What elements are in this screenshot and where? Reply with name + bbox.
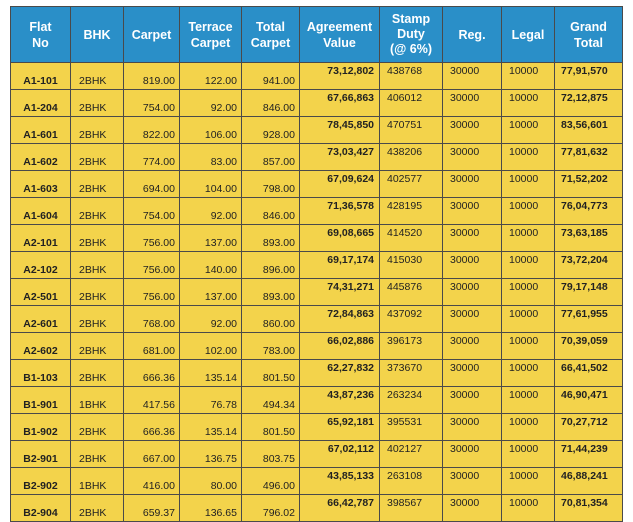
cell-grand-total: 77,61,955 <box>555 306 623 333</box>
cell-flat-no: B2-904 <box>11 495 71 522</box>
header-reg: Reg. <box>443 7 502 63</box>
cell-legal: 10000 <box>502 63 555 90</box>
cell-carpet: 756.00 <box>124 252 180 279</box>
cell-reg: 30000 <box>443 144 502 171</box>
cell-stamp-duty: 398567 <box>380 495 443 522</box>
cell-grand-total: 77,81,632 <box>555 144 623 171</box>
cell-carpet: 666.36 <box>124 414 180 441</box>
cell-reg: 30000 <box>443 414 502 441</box>
cell-grand-total: 46,90,471 <box>555 387 623 414</box>
cell-carpet: 681.00 <box>124 333 180 360</box>
cell-total-carpet: 801.50 <box>242 414 300 441</box>
cell-grand-total: 83,56,601 <box>555 117 623 144</box>
table-row <box>11 306 623 333</box>
cell-stamp-duty: 438206 <box>380 144 443 171</box>
cell-flat-no: A1-604 <box>11 198 71 225</box>
cell-total-carpet: 846.00 <box>242 90 300 117</box>
cell-legal: 10000 <box>502 414 555 441</box>
cell-bhk: 2BHK <box>71 252 124 279</box>
cell-bhk: 2BHK <box>71 279 124 306</box>
cell-grand-total: 70,81,354 <box>555 495 623 522</box>
cell-total-carpet: 496.00 <box>242 468 300 495</box>
table-row <box>11 333 623 360</box>
cell-total-carpet: 928.00 <box>242 117 300 144</box>
cell-stamp-duty: 445876 <box>380 279 443 306</box>
table-row <box>11 495 623 522</box>
table-row <box>11 63 623 90</box>
cell-reg: 30000 <box>443 495 502 522</box>
cell-carpet: 666.36 <box>124 360 180 387</box>
cell-agreement-value: 67,02,112 <box>300 441 380 468</box>
cell-stamp-duty: 414520 <box>380 225 443 252</box>
cell-legal: 10000 <box>502 198 555 225</box>
cell-total-carpet: 846.00 <box>242 198 300 225</box>
cell-agreement-value: 73,03,427 <box>300 144 380 171</box>
cell-grand-total: 66,41,502 <box>555 360 623 387</box>
cell-bhk: 2BHK <box>71 144 124 171</box>
header-legal: Legal <box>502 7 555 63</box>
cell-agreement-value: 43,87,236 <box>300 387 380 414</box>
cell-bhk: 2BHK <box>71 414 124 441</box>
cell-flat-no: A2-501 <box>11 279 71 306</box>
cell-flat-no: A1-603 <box>11 171 71 198</box>
cell-terrace-carpet: 104.00 <box>180 171 242 198</box>
price-table <box>10 6 623 522</box>
cell-reg: 30000 <box>443 225 502 252</box>
cell-terrace-carpet: 136.65 <box>180 495 242 522</box>
cell-flat-no: B2-902 <box>11 468 71 495</box>
cell-reg: 30000 <box>443 279 502 306</box>
cell-terrace-carpet: 92.00 <box>180 90 242 117</box>
cell-total-carpet: 796.02 <box>242 495 300 522</box>
cell-bhk: 2BHK <box>71 90 124 117</box>
cell-legal: 10000 <box>502 495 555 522</box>
cell-stamp-duty: 395531 <box>380 414 443 441</box>
cell-stamp-duty: 402577 <box>380 171 443 198</box>
cell-reg: 30000 <box>443 63 502 90</box>
cell-carpet: 756.00 <box>124 279 180 306</box>
table-row <box>11 198 623 225</box>
cell-bhk: 2BHK <box>71 198 124 225</box>
cell-legal: 10000 <box>502 90 555 117</box>
cell-total-carpet: 893.00 <box>242 279 300 306</box>
table-row <box>11 441 623 468</box>
cell-legal: 10000 <box>502 252 555 279</box>
cell-terrace-carpet: 140.00 <box>180 252 242 279</box>
cell-bhk: 2BHK <box>71 306 124 333</box>
cell-reg: 30000 <box>443 171 502 198</box>
cell-agreement-value: 65,92,181 <box>300 414 380 441</box>
cell-stamp-duty: 373670 <box>380 360 443 387</box>
cell-terrace-carpet: 135.14 <box>180 414 242 441</box>
cell-agreement-value: 69,08,665 <box>300 225 380 252</box>
cell-grand-total: 46,88,241 <box>555 468 623 495</box>
cell-flat-no: A1-601 <box>11 117 71 144</box>
cell-stamp-duty: 402127 <box>380 441 443 468</box>
cell-total-carpet: 860.00 <box>242 306 300 333</box>
cell-reg: 30000 <box>443 117 502 144</box>
cell-flat-no: B1-901 <box>11 387 71 414</box>
table-row <box>11 360 623 387</box>
header-agreement-value: Agreement Value <box>300 7 380 63</box>
cell-carpet: 659.37 <box>124 495 180 522</box>
header-row <box>11 7 623 63</box>
cell-terrace-carpet: 135.14 <box>180 360 242 387</box>
cell-reg: 30000 <box>443 252 502 279</box>
cell-bhk: 1BHK <box>71 387 124 414</box>
cell-reg: 30000 <box>443 198 502 225</box>
cell-total-carpet: 941.00 <box>242 63 300 90</box>
cell-flat-no: A1-602 <box>11 144 71 171</box>
cell-carpet: 416.00 <box>124 468 180 495</box>
cell-terrace-carpet: 136.75 <box>180 441 242 468</box>
table-row <box>11 90 623 117</box>
cell-stamp-duty: 263108 <box>380 468 443 495</box>
cell-grand-total: 73,63,185 <box>555 225 623 252</box>
cell-stamp-duty: 396173 <box>380 333 443 360</box>
header-terrace-carpet: Terrace Carpet <box>180 7 242 63</box>
cell-bhk: 2BHK <box>71 63 124 90</box>
cell-total-carpet: 896.00 <box>242 252 300 279</box>
cell-total-carpet: 801.50 <box>242 360 300 387</box>
cell-legal: 10000 <box>502 468 555 495</box>
cell-agreement-value: 67,66,863 <box>300 90 380 117</box>
table-row <box>11 144 623 171</box>
cell-carpet: 819.00 <box>124 63 180 90</box>
cell-flat-no: A1-101 <box>11 63 71 90</box>
cell-agreement-value: 69,17,174 <box>300 252 380 279</box>
table-row <box>11 468 623 495</box>
cell-grand-total: 77,91,570 <box>555 63 623 90</box>
header-grand-total: Grand Total <box>555 7 623 63</box>
cell-flat-no: A2-601 <box>11 306 71 333</box>
cell-reg: 30000 <box>443 90 502 117</box>
cell-terrace-carpet: 137.00 <box>180 279 242 306</box>
table-row <box>11 252 623 279</box>
cell-stamp-duty: 438768 <box>380 63 443 90</box>
cell-terrace-carpet: 76.78 <box>180 387 242 414</box>
table-row <box>11 387 623 414</box>
cell-legal: 10000 <box>502 117 555 144</box>
cell-total-carpet: 494.34 <box>242 387 300 414</box>
price-sheet <box>10 6 623 522</box>
cell-reg: 30000 <box>443 387 502 414</box>
cell-carpet: 822.00 <box>124 117 180 144</box>
cell-grand-total: 70,27,712 <box>555 414 623 441</box>
cell-stamp-duty: 470751 <box>380 117 443 144</box>
cell-terrace-carpet: 83.00 <box>180 144 242 171</box>
cell-bhk: 2BHK <box>71 495 124 522</box>
table-row <box>11 225 623 252</box>
cell-legal: 10000 <box>502 306 555 333</box>
cell-terrace-carpet: 92.00 <box>180 306 242 333</box>
cell-legal: 10000 <box>502 441 555 468</box>
cell-legal: 10000 <box>502 387 555 414</box>
table-row <box>11 279 623 306</box>
cell-carpet: 667.00 <box>124 441 180 468</box>
cell-bhk: 2BHK <box>71 171 124 198</box>
cell-terrace-carpet: 137.00 <box>180 225 242 252</box>
header-flat-no: Flat No <box>11 7 71 63</box>
cell-stamp-duty: 428195 <box>380 198 443 225</box>
cell-grand-total: 79,17,148 <box>555 279 623 306</box>
cell-agreement-value: 67,09,624 <box>300 171 380 198</box>
cell-flat-no: A2-602 <box>11 333 71 360</box>
cell-carpet: 768.00 <box>124 306 180 333</box>
cell-flat-no: A2-102 <box>11 252 71 279</box>
cell-reg: 30000 <box>443 468 502 495</box>
cell-bhk: 2BHK <box>71 117 124 144</box>
cell-flat-no: B2-901 <box>11 441 71 468</box>
cell-legal: 10000 <box>502 171 555 198</box>
cell-total-carpet: 783.00 <box>242 333 300 360</box>
cell-reg: 30000 <box>443 333 502 360</box>
cell-reg: 30000 <box>443 360 502 387</box>
cell-total-carpet: 803.75 <box>242 441 300 468</box>
cell-stamp-duty: 415030 <box>380 252 443 279</box>
cell-agreement-value: 66,02,886 <box>300 333 380 360</box>
table-row <box>11 171 623 198</box>
cell-terrace-carpet: 106.00 <box>180 117 242 144</box>
cell-agreement-value: 74,31,271 <box>300 279 380 306</box>
header-total-carpet: Total Carpet <box>242 7 300 63</box>
cell-carpet: 754.00 <box>124 198 180 225</box>
table-row <box>11 414 623 441</box>
cell-bhk: 2BHK <box>71 333 124 360</box>
cell-bhk: 2BHK <box>71 225 124 252</box>
cell-bhk: 1BHK <box>71 468 124 495</box>
header-stamp-duty: Stamp Duty (@ 6%) <box>380 7 443 63</box>
cell-total-carpet: 798.00 <box>242 171 300 198</box>
cell-grand-total: 70,39,059 <box>555 333 623 360</box>
table-body <box>11 63 623 522</box>
cell-agreement-value: 78,45,850 <box>300 117 380 144</box>
cell-carpet: 694.00 <box>124 171 180 198</box>
table-row <box>11 117 623 144</box>
cell-bhk: 2BHK <box>71 441 124 468</box>
cell-agreement-value: 62,27,832 <box>300 360 380 387</box>
cell-reg: 30000 <box>443 441 502 468</box>
cell-reg: 30000 <box>443 306 502 333</box>
cell-terrace-carpet: 122.00 <box>180 63 242 90</box>
cell-carpet: 754.00 <box>124 90 180 117</box>
cell-grand-total: 71,44,239 <box>555 441 623 468</box>
header-carpet: Carpet <box>124 7 180 63</box>
cell-agreement-value: 71,36,578 <box>300 198 380 225</box>
cell-bhk: 2BHK <box>71 360 124 387</box>
cell-legal: 10000 <box>502 225 555 252</box>
cell-grand-total: 72,12,875 <box>555 90 623 117</box>
cell-flat-no: A1-204 <box>11 90 71 117</box>
cell-terrace-carpet: 102.00 <box>180 333 242 360</box>
cell-grand-total: 73,72,204 <box>555 252 623 279</box>
cell-legal: 10000 <box>502 360 555 387</box>
cell-agreement-value: 43,85,133 <box>300 468 380 495</box>
cell-agreement-value: 72,84,863 <box>300 306 380 333</box>
cell-terrace-carpet: 80.00 <box>180 468 242 495</box>
cell-grand-total: 71,52,202 <box>555 171 623 198</box>
header-bhk: BHK <box>71 7 124 63</box>
cell-stamp-duty: 406012 <box>380 90 443 117</box>
cell-carpet: 417.56 <box>124 387 180 414</box>
cell-legal: 10000 <box>502 279 555 306</box>
cell-grand-total: 76,04,773 <box>555 198 623 225</box>
cell-total-carpet: 857.00 <box>242 144 300 171</box>
cell-agreement-value: 73,12,802 <box>300 63 380 90</box>
cell-flat-no: B1-902 <box>11 414 71 441</box>
cell-stamp-duty: 437092 <box>380 306 443 333</box>
cell-terrace-carpet: 92.00 <box>180 198 242 225</box>
cell-agreement-value: 66,42,787 <box>300 495 380 522</box>
cell-flat-no: A2-101 <box>11 225 71 252</box>
cell-carpet: 756.00 <box>124 225 180 252</box>
cell-legal: 10000 <box>502 333 555 360</box>
cell-flat-no: B1-103 <box>11 360 71 387</box>
cell-total-carpet: 893.00 <box>242 225 300 252</box>
cell-carpet: 774.00 <box>124 144 180 171</box>
cell-legal: 10000 <box>502 144 555 171</box>
cell-stamp-duty: 263234 <box>380 387 443 414</box>
